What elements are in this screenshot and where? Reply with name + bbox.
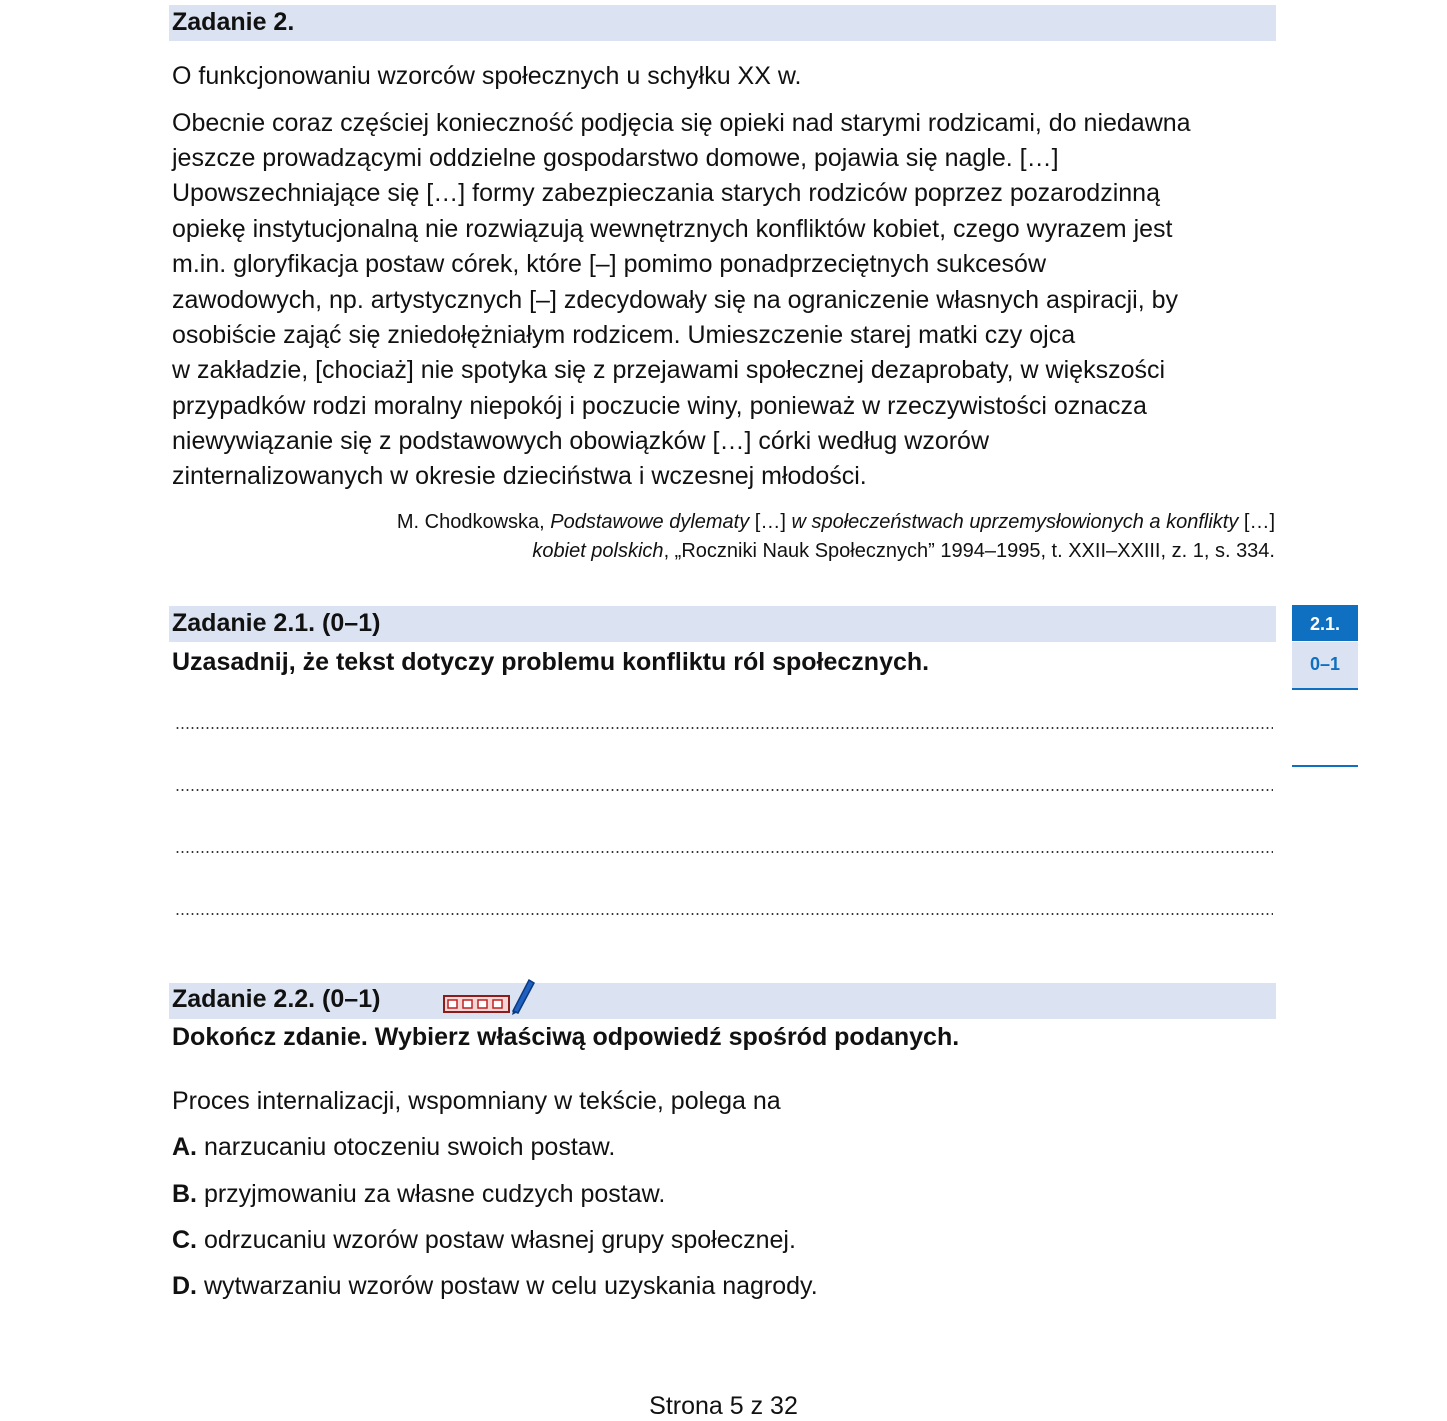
option-c[interactable] [172, 1224, 796, 1256]
option-text: narzucaniu otoczeniu swoich postaw. [197, 1133, 616, 1161]
option-d[interactable] [172, 1270, 818, 1302]
task-2-title: Zadanie 2. [172, 8, 295, 36]
source-ellipsis: […] [1238, 511, 1275, 533]
source-title-1: Podstawowe dylematy [550, 511, 750, 533]
passage-line: Upowszechniające się […] formy zabezpieczania starych rodziców poprzez pozarodzinną [172, 179, 1160, 207]
task-2-2-stem: Proces internalizacji, wspomniany w tekście, polega na [172, 1087, 781, 1115]
task-2-2-instruction: Dokończ zdanie. Wybierz właściwą odpowiedź spośród podanych. [172, 1023, 960, 1051]
task-2-2-title: Zadanie 2.2. (0–1) [172, 985, 381, 1013]
passage-line: jeszcze prowadzącymi oddzielne gospodarstwo domowe, pojawia się nagle. […] [172, 144, 1059, 172]
score-range: 0–1 [1292, 642, 1358, 690]
option-text: przyjmowaniu za własne cudzych postaw. [197, 1180, 666, 1208]
source-title-3: kobiet polskich [532, 540, 664, 562]
passage-line: zinternalizowanych w okresie dzieciństwa i wczesnej młodości. [172, 462, 867, 490]
passage-line: osobiście zająć się zniedołężniałym rodzicem. Umieszczenie starej matki czy ojca [172, 321, 1076, 349]
option-letter: B. [172, 1180, 197, 1208]
answer-line[interactable] [175, 912, 1273, 916]
option-text: wytwarzaniu wzorów postaw w celu uzyskania nagrody. [197, 1272, 818, 1300]
answer-line[interactable] [175, 788, 1273, 792]
source-title-2: w społeczeństwach uprzemysłowionych a konflikty [791, 511, 1239, 533]
score-entry-line[interactable] [1292, 765, 1358, 767]
task-2-intro: O funkcjonowaniu wzorców społecznych u schyłku XX w. [172, 62, 802, 90]
passage-line: Obecnie coraz częściej konieczność podjęcia się opieki nad starymi rodzicami, do niedawna [172, 109, 1191, 137]
source-citation-line-1 [275, 508, 1275, 537]
answer-line[interactable] [175, 726, 1273, 730]
option-letter: C. [172, 1226, 197, 1254]
source-author: M. Chodkowska, [396, 511, 551, 533]
source-ellipsis: […] [749, 511, 792, 533]
option-a[interactable] [172, 1131, 615, 1163]
option-letter: D. [172, 1272, 197, 1300]
checkbox-pen-icon [443, 975, 538, 1015]
page-number: Strona 5 z 32 [649, 1392, 798, 1420]
passage-line: w zakładzie, [chociaż] nie spotyka się z przejawami społecznej dezaprobaty, w większości [172, 356, 1166, 384]
task-2-header-bar [169, 5, 1276, 41]
passage-line: przypadków rodzi moralny niepokój i poczucie winy, ponieważ w rzeczywistości oznacza [172, 392, 1147, 420]
option-b[interactable] [172, 1178, 665, 1210]
option-text: odrzucaniu wzorów postaw własnej grupy społecznej. [197, 1226, 796, 1254]
score-task-label: 2.1. [1292, 605, 1358, 641]
passage-line: m.in. gloryfikacja postaw córek, które [–] pomimo ponadprzeciętnych sukcesów [172, 250, 1046, 278]
source-citation-line-2 [275, 537, 1275, 566]
task-2-1-title: Zadanie 2.1. (0–1) [172, 609, 381, 637]
passage-line: opiekę instytucjonalną nie rozwiązują wewnętrznych konfliktów kobiet, czego wyrazem jest [172, 215, 1173, 243]
answer-line[interactable] [175, 850, 1273, 854]
passage-line: zawodowych, np. artystycznych [–] zdecydowały się na ograniczenie własnych aspiracji, by [172, 286, 1179, 314]
passage-line: niewywiązanie się z podstawowych obowiązków […] córki według wzorów [172, 427, 990, 455]
source-rest: , „Roczniki Nauk Społecznych” 1994–1995, t. XXII–XXIII, z. 1, s. 334. [663, 540, 1275, 562]
task-2-1-instruction: Uzasadnij, że tekst dotyczy problemu konfliktu ról społecznych. [172, 648, 930, 676]
option-letter: A. [172, 1133, 197, 1161]
